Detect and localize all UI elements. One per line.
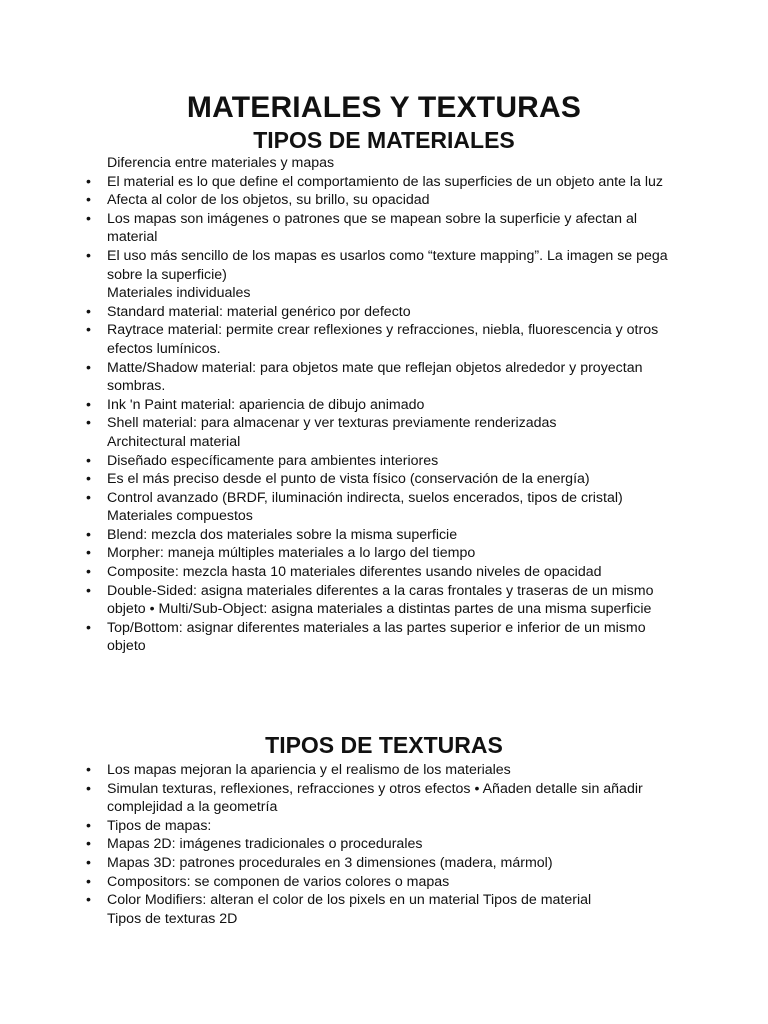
list-item	[86, 303, 686, 322]
bullet-marker: •	[86, 854, 91, 871]
list-item-text: Compositors: se componen de varios colores o mapas	[107, 873, 450, 890]
bullet-marker: •	[86, 471, 91, 488]
bullet-marker: •	[86, 582, 91, 599]
bullet-marker: •	[86, 619, 91, 636]
list-item-text: Color Modifiers: alteran el color de los pixels en un material Tipos de material	[107, 892, 592, 909]
section-heading-texturas: TIPOS DE TEXTURAS	[265, 732, 503, 758]
bullet-marker: •	[86, 489, 91, 506]
document-title: MATERIALES Y TEXTURAS	[186, 91, 582, 124]
bullet-marker: •	[86, 415, 91, 432]
bullet-marker: •	[86, 817, 91, 834]
section-list-materiales	[86, 154, 686, 656]
list-item	[86, 470, 686, 489]
list-item	[86, 873, 686, 892]
list-item	[86, 835, 686, 854]
list-item	[86, 396, 686, 415]
bullet-marker: •	[86, 192, 91, 209]
list-item-text: Simulan texturas, reflexiones, refracciones y otros efectos • Añaden detalle sin añadir complejidad a la geometría	[107, 780, 643, 816]
list-item	[86, 854, 686, 873]
section-list-texturas	[86, 761, 686, 928]
list-item-text: Afecta al color de los objetos, su brillo, su opacidad	[107, 192, 430, 209]
list-item-text: Control avanzado (BRDF, iluminación indirecta, suelos encerados, tipos de cristal)	[107, 489, 623, 506]
list-item	[86, 507, 686, 526]
list-item	[86, 173, 686, 192]
list-item	[86, 414, 686, 433]
list-item-text: Ink 'n Paint material: apariencia de dibujo animado	[107, 396, 425, 413]
bullet-marker: •	[86, 210, 91, 227]
list-item-text: Tipos de mapas:	[107, 817, 212, 834]
bullet-marker: •	[86, 873, 91, 890]
list-item-text: Double-Sided: asigna materiales diferentes a la caras frontales y traseras de un mismo objeto • Multi/Sub-Object: asigna materiales a distintas partes de una misma superficie	[107, 582, 654, 618]
bullet-marker: •	[86, 526, 91, 543]
bullet-marker: •	[86, 545, 91, 562]
list-item-text: Diferencia entre materiales y mapas	[107, 155, 335, 171]
list-item-text: Los mapas mejoran la apariencia y el realismo de los materiales	[107, 762, 511, 778]
list-item-text: Diseñado específicamente para ambientes interiores	[107, 452, 439, 469]
list-item	[86, 247, 686, 284]
list-item	[86, 910, 686, 929]
bullet-marker: •	[86, 396, 91, 413]
list-item	[86, 284, 686, 303]
list-item-text: Architectural material	[107, 433, 241, 450]
list-item-text: Blend: mezcla dos materiales sobre la misma superficie	[107, 526, 458, 543]
list-item-text: Raytrace material: permite crear reflexiones y refracciones, niebla, fluorescencia y otros efectos lumínicos.	[107, 322, 659, 357]
bullet-marker: •	[86, 762, 91, 778]
list-item	[86, 489, 686, 508]
list-item	[86, 563, 686, 582]
bullet-marker: •	[86, 303, 91, 320]
bullet-marker: •	[86, 564, 91, 581]
list-item	[86, 817, 686, 836]
list-item	[86, 191, 686, 210]
list-item-text: Matte/Shadow material: para objetos mate que reflejan objetos alrededor y proyectan sombras.	[107, 359, 643, 395]
list-item-text: Mapas 2D: imágenes tradicionales o procedurales	[107, 836, 423, 853]
list-item	[86, 433, 686, 452]
list-item-text: Tipos de texturas 2D	[107, 910, 238, 927]
list-item	[86, 359, 686, 396]
list-item-text: Los mapas son imágenes o patrones que se mapean sobre la superficie y afectan al material	[107, 210, 637, 246]
bullet-marker: •	[86, 359, 91, 376]
list-item-text: Mapas 3D: patrones procedurales en 3 dimensiones (madera, mármol)	[107, 854, 553, 871]
list-item	[86, 154, 686, 173]
bullet-marker: •	[86, 322, 91, 339]
list-item	[86, 582, 686, 619]
list-item-text: Es el más preciso desde el punto de vista físico (conservación de la energía)	[107, 471, 590, 488]
list-item-text: El uso más sencillo de los mapas es usarlos como “texture mapping”. La imagen se pega sobre la superficie)	[107, 247, 668, 283]
list-item-text: Composite: mezcla hasta 10 materiales diferentes usando niveles de opacidad	[107, 564, 602, 581]
list-item-text: Standard material: material genérico por defecto	[107, 303, 411, 320]
list-item	[86, 526, 686, 545]
list-item-text: Shell material: para almacenar y ver texturas previamente renderizadas	[107, 415, 557, 432]
list-item	[86, 321, 686, 358]
list-item	[86, 891, 686, 910]
list-item-text: Top/Bottom: asignar diferentes materiales a las partes superior e inferior de un mismo objeto	[107, 619, 646, 655]
bullet-marker: •	[86, 247, 91, 264]
bullet-marker: •	[86, 836, 91, 853]
list-item	[86, 452, 686, 471]
list-item	[86, 780, 686, 817]
list-item-text: Materiales individuales	[107, 285, 251, 302]
list-item-text: Morpher: maneja múltiples materiales a lo largo del tiempo	[107, 545, 476, 562]
list-item	[86, 210, 686, 247]
list-item	[86, 761, 686, 780]
list-item	[86, 619, 686, 656]
list-item-text: Materiales compuestos	[107, 508, 253, 525]
list-item	[86, 544, 686, 563]
list-item-text: El material es lo que define el comportamiento de las superficies de un objeto ante la luz	[107, 173, 664, 190]
bullet-marker: •	[86, 780, 91, 797]
bullet-marker: •	[86, 173, 91, 190]
section-heading-materiales: TIPOS DE MATERIALES	[253, 127, 515, 153]
bullet-marker: •	[86, 452, 91, 469]
bullet-marker: •	[86, 892, 91, 909]
